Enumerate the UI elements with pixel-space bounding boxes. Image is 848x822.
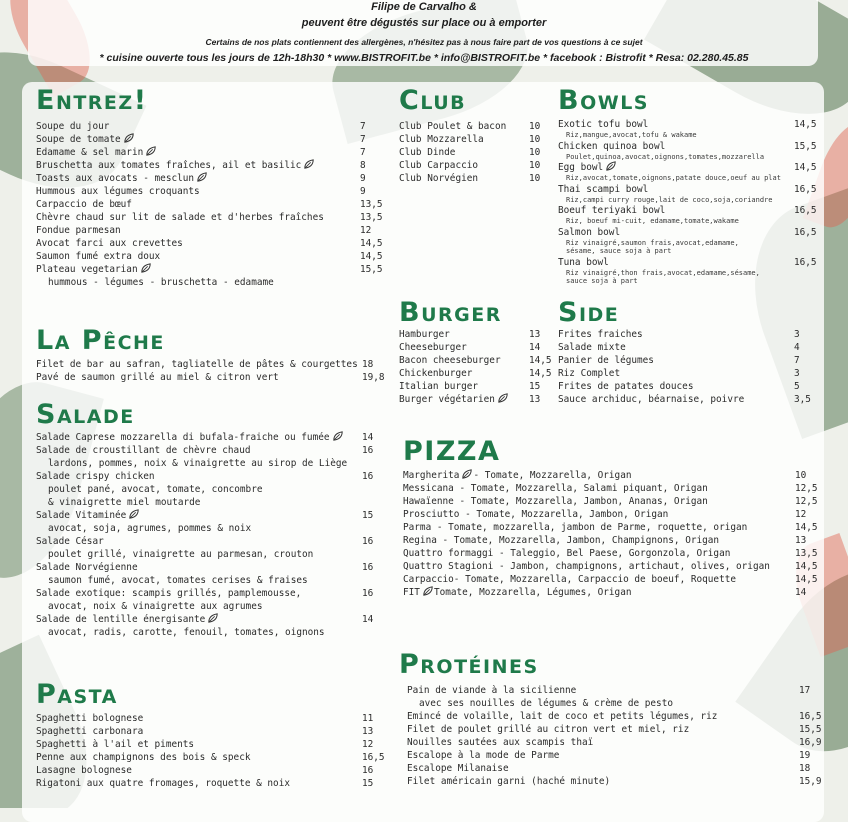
item-name: Edamame & sel marin xyxy=(36,147,144,158)
menu-item xyxy=(403,534,823,547)
vegetarian-leaf-icon xyxy=(123,133,135,143)
item-name: Chickenburger xyxy=(399,368,473,379)
menu-item xyxy=(36,561,386,574)
item-price: 16 xyxy=(362,536,374,547)
menu-item xyxy=(558,256,818,269)
item-name: Parma - Tomate, mozzarella, jambon de Parme, roquette, origan xyxy=(403,522,748,533)
menu-item xyxy=(403,482,823,495)
item-name: Riz Complet xyxy=(558,368,621,379)
section-entrez xyxy=(36,86,386,289)
vegetarian-leaf-icon xyxy=(461,469,473,479)
vegetarian-leaf-icon xyxy=(207,613,219,623)
section-title: Pasta xyxy=(36,679,118,710)
item-price: 13 xyxy=(529,394,541,405)
item-name: Emincé de volaille, lait de coco et petits légumes, riz xyxy=(407,711,718,722)
item-price: 7 xyxy=(794,355,800,366)
menu-item xyxy=(36,159,386,172)
item-price: 10 xyxy=(529,147,541,158)
item-name: Hummous aux légumes croquants xyxy=(36,186,200,197)
menu-item xyxy=(36,211,386,224)
menu-item xyxy=(558,328,818,341)
item-price: 14,5 xyxy=(795,574,818,585)
item-name: Toasts aux avocats - mesclun xyxy=(36,173,195,184)
menu-item xyxy=(558,140,818,153)
item-name: Salade Caprese mozzarella di bufala-fraiche ou fumée xyxy=(36,432,330,443)
item-description: Tomate, Mozzarella, Légumes, Origan xyxy=(433,587,632,598)
item-name: Messicana - Tomate, Mozzarella, Salami piquant, Origan xyxy=(403,483,708,494)
item-name: Filet américain garni (haché minute) xyxy=(407,776,611,787)
item-name: Panier de légumes xyxy=(558,355,654,366)
section-title: Side xyxy=(558,297,620,328)
section-title: Protéines xyxy=(399,649,539,680)
item-name: Bruschetta aux tomates fraîches, ail et basilic xyxy=(36,160,302,171)
item-name: Hawaïenne - Tomate, Mozzarella, Jambon, Ananas, Origan xyxy=(403,496,708,507)
item-subtext: poulet pané, avocat, tomate, concombre xyxy=(48,484,263,495)
item-price: 12,5 xyxy=(795,483,818,494)
item-name: Frites fraiches xyxy=(558,329,643,340)
item-price: 18 xyxy=(799,763,811,774)
menu-item xyxy=(403,508,823,521)
vegetarian-leaf-icon xyxy=(332,431,344,441)
allergen-notice: Certains de nos plats contiennent des allergènes, n'hésitez pas à nous faire part de vos questions à ce sujet xyxy=(205,37,643,47)
item-name: Plateau vegetarian xyxy=(36,264,138,275)
item-price: 15,9 xyxy=(799,776,822,787)
menu-item xyxy=(36,120,386,133)
item-price: 16 xyxy=(362,562,374,573)
item-ingredients: Riz, boeuf mi-cuit, edamame,tomate,wakame xyxy=(566,217,739,225)
menu-item xyxy=(399,341,549,354)
item-price: 10 xyxy=(529,121,541,132)
item-price: 10 xyxy=(529,173,541,184)
menu-item xyxy=(558,393,818,406)
item-price: 15,5 xyxy=(799,724,822,735)
item-name: Italian burger xyxy=(399,381,479,392)
item-name: Rigatoni aux quatre fromages, roquette & noix xyxy=(36,778,290,789)
menu-item xyxy=(558,118,818,131)
menu-item xyxy=(407,710,822,723)
item-price: 15,5 xyxy=(794,140,817,152)
item-name: Carpaccio- Tomate, Mozzarella, Carpaccio de boeuf, Roquette xyxy=(403,574,737,585)
menu-item xyxy=(36,185,386,198)
item-name: Chèvre chaud sur lit de salade et d'herbes fraîches xyxy=(36,212,324,223)
item-price: 12 xyxy=(795,509,807,520)
menu-item xyxy=(36,444,386,457)
item-price: 12,5 xyxy=(795,496,818,507)
item-name: Salade mixte xyxy=(558,342,626,353)
item-price: 14,5 xyxy=(529,368,552,379)
menu-item xyxy=(558,354,818,367)
item-price: 13,5 xyxy=(360,199,383,210)
item-name: Salade de croustillant de chèvre chaud xyxy=(36,445,251,456)
item-name: Nouilles sautées aux scampis thaï xyxy=(407,737,594,748)
item-price: 16,5 xyxy=(362,752,385,763)
item-price: 14 xyxy=(362,614,374,625)
menu-item xyxy=(36,431,386,444)
item-name: Tuna bowl xyxy=(558,256,609,268)
menu-item xyxy=(558,367,818,380)
item-price: 13 xyxy=(362,726,374,737)
section-title: Entrez! xyxy=(36,85,148,116)
item-subtext: & vinaigrette miel moutarde xyxy=(48,497,201,508)
menu-item xyxy=(407,762,819,775)
menu-item xyxy=(399,172,549,185)
menu-item xyxy=(36,613,386,626)
menu-item xyxy=(403,547,823,560)
section-title: Salade xyxy=(36,399,135,430)
menu-item xyxy=(558,161,818,174)
menu-item xyxy=(558,380,818,393)
section-salade xyxy=(36,400,386,639)
item-price: 17 xyxy=(799,685,811,696)
item-name: Avocat farci aux crevettes xyxy=(36,238,183,249)
item-price: 16,5 xyxy=(794,183,817,195)
item-name: Salade César xyxy=(36,536,104,547)
item-price: 14,5 xyxy=(529,355,552,366)
item-price: 14,5 xyxy=(795,522,818,533)
menu-item xyxy=(36,509,386,522)
item-price: 10 xyxy=(529,160,541,171)
item-price: 12 xyxy=(362,739,374,750)
menu-item xyxy=(399,120,549,133)
item-name: Pain de viande à la sicilienne xyxy=(407,685,577,696)
item-name: Prosciutto - Tomate, Mozzarella, Jambon, Origan xyxy=(403,509,669,520)
item-name: Margherita xyxy=(403,470,460,481)
menu-item xyxy=(407,736,822,749)
section-pizza xyxy=(403,437,823,599)
menu-item xyxy=(407,749,819,762)
item-price: 14,5 xyxy=(360,251,383,262)
item-price: 5 xyxy=(794,381,800,392)
header-line-1: Filipe de Carvalho & xyxy=(371,1,477,13)
menu-item xyxy=(36,738,386,751)
item-name: FIT xyxy=(403,587,420,598)
item-name: Salade exotique: scampis grillés, pamplemousse, xyxy=(36,588,302,599)
item-name: Burger végétarien xyxy=(399,394,495,405)
item-name: Escalope à la mode de Parme xyxy=(407,750,560,761)
section-title: PIZZA xyxy=(403,436,501,467)
item-price: 16 xyxy=(362,445,374,456)
item-price: 12 xyxy=(360,225,372,236)
menu-item xyxy=(558,226,818,239)
item-name: Spaghetti carbonara xyxy=(36,726,144,737)
item-name: Salade Vitaminée xyxy=(36,510,127,521)
section-title: Bowls xyxy=(558,85,649,116)
section-pasta xyxy=(36,680,386,790)
item-price: 16,5 xyxy=(799,711,822,722)
item-subtext: lardons, pommes, noix & vinaigrette au sirop de Liège xyxy=(48,458,348,469)
item-price: 3,5 xyxy=(794,394,811,405)
menu-item xyxy=(403,573,823,586)
contact-info: * cuisine ouverte tous les jours de 12h-18h30 * www.BISTROFIT.be * info@BISTROFIT.be * facebook : Bistrofit * Resa: 02.280.45.85 xyxy=(99,52,749,64)
menu-item xyxy=(36,470,386,483)
item-ingredients: sésame, sauce soja à part xyxy=(566,247,672,255)
item-name: Spaghetti bolognese xyxy=(36,713,144,724)
menu-item xyxy=(36,133,386,146)
item-name: Club Norvégien xyxy=(399,173,479,184)
item-subtext: saumon fumé, avocat, tomates cerises & fraises xyxy=(48,575,308,586)
item-subtext: hummous - légumes - bruschetta - edamame xyxy=(48,277,274,288)
item-price: 7 xyxy=(360,121,366,132)
vegetarian-leaf-icon xyxy=(140,263,152,273)
menu-item xyxy=(36,587,386,600)
item-name: Chicken quinoa bowl xyxy=(558,140,666,152)
menu-item xyxy=(407,684,819,697)
item-name: Quattro Stagioni - Jambon, champignons, artichaut, olives, origan xyxy=(403,561,770,572)
item-name: Lasagne bolognese xyxy=(36,765,132,776)
item-price: 10 xyxy=(529,134,541,145)
item-name: Quattro formaggi - Taleggio, Bel Paese, Gorgonzola, Origan xyxy=(403,548,731,559)
item-name: Pavé de saumon grillé au miel & citron vert xyxy=(36,372,279,383)
item-name: Bacon cheeseburger xyxy=(399,355,501,366)
item-price: 4 xyxy=(794,342,800,353)
item-name: Boeuf teriyaki bowl xyxy=(558,205,666,216)
item-price: 15 xyxy=(362,778,374,789)
section-proteines xyxy=(399,649,822,788)
item-price: 13,5 xyxy=(360,212,383,223)
menu-item xyxy=(36,725,386,738)
item-name: Club Carpaccio xyxy=(399,160,479,171)
item-price: 14 xyxy=(795,587,807,598)
item-price: 18 xyxy=(362,359,374,370)
item-description: - Tomate, Mozzarella, Origan xyxy=(473,470,632,481)
item-price: 9 xyxy=(360,186,366,197)
item-name: Hamburger xyxy=(399,329,450,340)
menu-item xyxy=(36,146,386,159)
item-price: 11 xyxy=(362,713,374,724)
item-ingredients: Riz vinaigré,thon frais,avocat,edamame,sésame, xyxy=(566,268,760,277)
menu-item xyxy=(399,133,549,146)
item-price: 15 xyxy=(362,510,374,521)
item-price: 10 xyxy=(795,470,807,481)
item-name: Fondue parmesan xyxy=(36,225,121,236)
menu-item xyxy=(36,371,386,384)
section-club xyxy=(399,86,549,185)
item-ingredients: Riz,campi curry rouge,lait de coco,soja,coriandre xyxy=(566,195,773,204)
item-price: 13 xyxy=(529,329,541,340)
item-name: Salade crispy chicken xyxy=(36,471,155,482)
item-name: Salmon bowl xyxy=(558,226,621,238)
item-name: Club Poulet & bacon xyxy=(399,121,507,132)
item-price: 19,8 xyxy=(362,372,385,383)
item-name: Penne aux champignons des bois & speck xyxy=(36,752,251,763)
menu-item xyxy=(399,146,549,159)
vegetarian-leaf-icon xyxy=(196,172,208,182)
vegetarian-leaf-icon xyxy=(303,159,315,169)
section-title: La Pêche xyxy=(36,325,165,356)
item-price: 16 xyxy=(362,471,374,482)
section-title: Club xyxy=(399,85,467,116)
menu-item xyxy=(36,263,386,276)
menu-item xyxy=(36,712,386,725)
item-name: Filet de bar au safran, tagliatelle de pâtes & courgettes xyxy=(36,359,358,370)
menu-item xyxy=(399,354,552,367)
item-price: 15,5 xyxy=(360,264,383,275)
menu-item xyxy=(399,393,549,406)
item-price: 14,5 xyxy=(795,561,818,572)
item-ingredients: Poulet,quinoa,avocat,oignons,tomates,mozzarella xyxy=(566,152,765,161)
menu-item xyxy=(399,159,549,172)
item-name: Cheeseburger xyxy=(399,342,467,353)
item-price: 16 xyxy=(362,765,374,776)
item-name: Spaghetti à l'ail et piments xyxy=(36,739,195,750)
item-ingredients: sauce soja à part xyxy=(566,277,638,285)
item-ingredients: Riz vinaigré,saumon frais,avocat,edamame, xyxy=(566,238,739,247)
item-ingredients: Riz,mangue,avocat,tofu & wakame xyxy=(566,131,697,139)
item-name: Regina - Tomate, Mozzarella, Jambon, Champignons, Origan xyxy=(403,535,720,546)
item-price: 14 xyxy=(362,432,374,443)
item-subtext: avocat, radis, carotte, fenouil, tomates, oignons xyxy=(48,627,325,638)
menu-item xyxy=(36,237,386,250)
section-side xyxy=(558,298,818,406)
item-price: 8 xyxy=(360,160,366,171)
item-name: Filet de poulet grillé au citron vert et miel, riz xyxy=(407,724,690,735)
section-bowls xyxy=(558,86,818,286)
item-price: 14 xyxy=(529,342,541,353)
item-price: 16,5 xyxy=(794,205,817,216)
item-price: 3 xyxy=(794,368,800,379)
item-name: Soupe du jour xyxy=(36,121,110,132)
item-price: 14,5 xyxy=(794,162,817,173)
item-price: 14,5 xyxy=(360,238,383,249)
item-name: Salade Norvégienne xyxy=(36,562,138,573)
item-name: Escalope Milanaise xyxy=(407,763,509,774)
menu-item xyxy=(403,495,823,508)
menu-item xyxy=(558,341,818,354)
vegetarian-leaf-icon xyxy=(128,509,140,519)
vegetarian-leaf-icon xyxy=(497,393,509,403)
vegetarian-leaf-icon xyxy=(145,146,157,156)
menu-item xyxy=(36,358,386,371)
item-price: 15 xyxy=(529,381,541,392)
menu-item xyxy=(36,198,386,211)
item-subtext: avocat, soja, agrumes, pommes & noix xyxy=(48,523,252,534)
item-price: 3 xyxy=(794,329,800,340)
menu-item xyxy=(407,775,822,788)
item-subtext: avocat, noix & vinaigrette aux agrumes xyxy=(48,601,263,612)
item-price: 16 xyxy=(362,588,374,599)
menu-item xyxy=(36,535,386,548)
menu-item xyxy=(36,764,386,777)
item-price: 16,9 xyxy=(799,737,822,748)
item-price: 16,5 xyxy=(794,226,817,238)
item-price: 7 xyxy=(360,147,366,158)
item-name: Sauce archiduc, béarnaise, poivre xyxy=(558,394,745,405)
item-name: Saumon fumé extra doux xyxy=(36,251,161,262)
menu-item xyxy=(36,172,386,185)
item-name: Carpaccio de bœuf xyxy=(36,199,132,210)
item-subtext: avec ses nouilles de légumes & crème de pesto xyxy=(419,698,673,709)
item-price: 7 xyxy=(360,134,366,145)
vegetarian-leaf-icon xyxy=(605,161,617,171)
menu-item xyxy=(403,586,823,599)
menu-item xyxy=(403,521,823,534)
item-price: 14,5 xyxy=(794,119,817,130)
section-title: Burger xyxy=(399,297,502,328)
item-name: Club Mozzarella xyxy=(399,134,484,145)
item-subtext: poulet grillé, vinaigrette au parmesan, crouton xyxy=(48,549,314,560)
menu-item xyxy=(36,224,386,237)
menu-item xyxy=(399,328,549,341)
menu-item xyxy=(399,380,549,393)
item-name: Thai scampi bowl xyxy=(558,183,649,195)
item-name: Soupe de tomate xyxy=(36,134,121,145)
menu-item xyxy=(36,751,386,764)
menu-item xyxy=(558,183,818,196)
item-name: Egg bowl xyxy=(558,162,604,173)
header-line-2: peuvent être dégustés sur place ou à emporter xyxy=(301,17,547,29)
vegetarian-leaf-icon xyxy=(422,586,434,596)
section-burger xyxy=(399,297,552,406)
item-price: 13 xyxy=(795,535,807,546)
item-name: Salade de lentille énergisante xyxy=(36,614,206,625)
menu-item xyxy=(403,469,823,482)
item-name: Club Dinde xyxy=(399,147,456,158)
menu-item xyxy=(399,367,552,380)
item-ingredients: Riz,avocat,tomate,oignons,patate douce,oeuf au plat xyxy=(566,174,781,182)
item-name: Exotic tofu bowl xyxy=(558,119,649,130)
menu-item xyxy=(558,204,818,217)
menu-item xyxy=(36,250,386,263)
menu-item xyxy=(403,560,823,573)
item-name: Frites de patates douces xyxy=(558,381,694,392)
item-price: 9 xyxy=(360,173,366,184)
menu-item xyxy=(36,777,386,790)
menu-item xyxy=(407,723,822,736)
section-peche xyxy=(36,326,386,384)
item-price: 19 xyxy=(799,750,811,761)
item-price: 13,5 xyxy=(795,548,818,559)
item-price: 16,5 xyxy=(794,256,817,268)
